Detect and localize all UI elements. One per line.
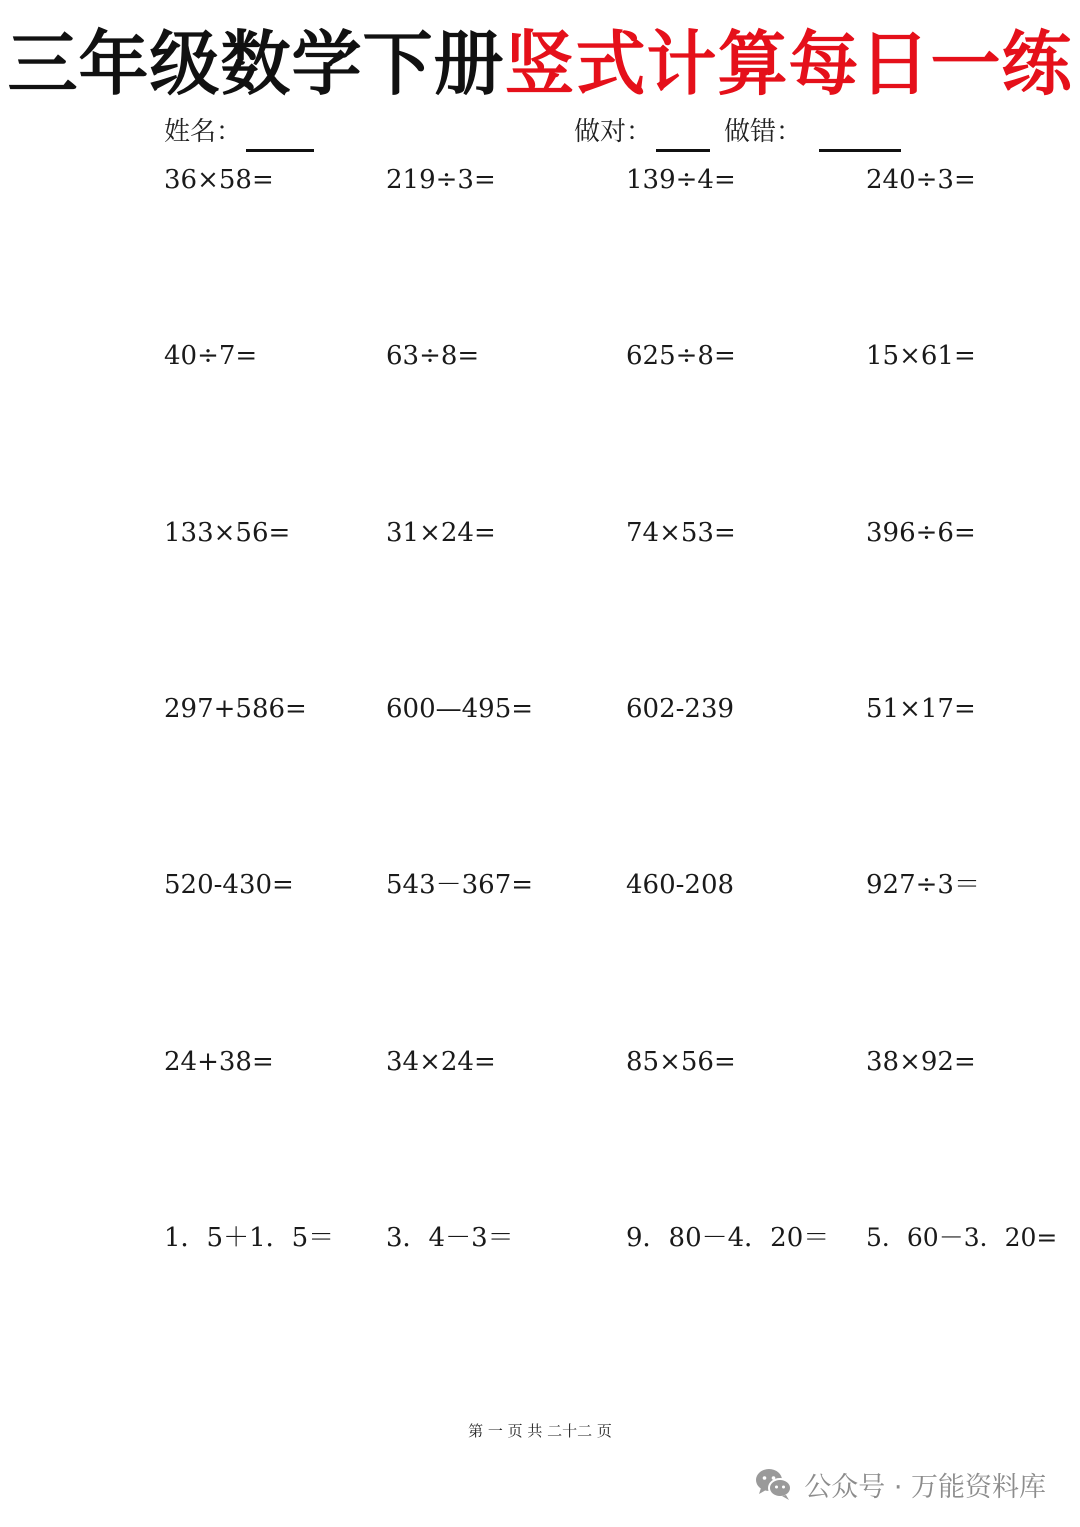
problem-item: 38×92= bbox=[866, 1047, 976, 1077]
problem-item: 543－367= bbox=[386, 870, 534, 900]
wrong-count-label: 做错： bbox=[724, 117, 803, 147]
problem-item: 31×24= bbox=[386, 518, 496, 548]
wechat-icon bbox=[754, 1466, 794, 1502]
problem-item: 85×56= bbox=[626, 1047, 736, 1077]
problem-item: 240÷3= bbox=[866, 165, 976, 195]
problem-item: 460-208 bbox=[626, 870, 735, 900]
problem-item: 625÷8= bbox=[626, 341, 736, 371]
watermark-text: 公众号 · 万能资料库 bbox=[804, 1471, 1046, 1503]
problem-item: 927÷3＝ bbox=[866, 870, 980, 900]
problem-item: 520-430= bbox=[164, 870, 294, 900]
correct-count-blank[interactable] bbox=[656, 149, 710, 152]
title-topic-text: 竖式计算每日一练 bbox=[504, 23, 1073, 105]
problem-item: 15×61= bbox=[866, 341, 976, 371]
problem-item: 1．5＋1．5＝ bbox=[164, 1223, 335, 1253]
problem-item: 139÷4= bbox=[626, 165, 736, 195]
problem-item: 63÷8= bbox=[386, 341, 480, 371]
problem-item: 74×53= bbox=[626, 518, 736, 548]
problem-item: 5．60－3．20= bbox=[866, 1223, 1058, 1252]
problem-item: 297+586= bbox=[164, 694, 307, 724]
correct-count-label: 做对： bbox=[574, 117, 653, 147]
name-label: 姓名： bbox=[164, 117, 243, 147]
wrong-count-blank[interactable] bbox=[819, 149, 901, 152]
problem-item: 9．80－4．20＝ bbox=[626, 1223, 830, 1253]
problem-item: 219÷3= bbox=[386, 165, 496, 195]
problem-item: 600—495= bbox=[386, 694, 534, 724]
problem-item: 133×56= bbox=[164, 518, 291, 548]
problem-item: 24+38= bbox=[164, 1047, 274, 1077]
problem-item: 3．4－3＝ bbox=[386, 1223, 514, 1253]
problem-item: 36×58= bbox=[164, 165, 274, 195]
problem-item: 51×17= bbox=[866, 694, 976, 724]
problem-item: 40÷7= bbox=[164, 341, 258, 371]
source-watermark bbox=[754, 1462, 1046, 1506]
page-number: 第 一 页 共 二十二 页 bbox=[468, 1422, 612, 1440]
problem-item: 602-239 bbox=[626, 694, 735, 724]
name-blank[interactable] bbox=[246, 149, 314, 152]
problem-item: 396÷6= bbox=[866, 518, 976, 548]
worksheet-title bbox=[0, 18, 1080, 110]
title-grade-text: 三年级数学下册 bbox=[7, 23, 505, 105]
problem-item: 34×24= bbox=[386, 1047, 496, 1077]
